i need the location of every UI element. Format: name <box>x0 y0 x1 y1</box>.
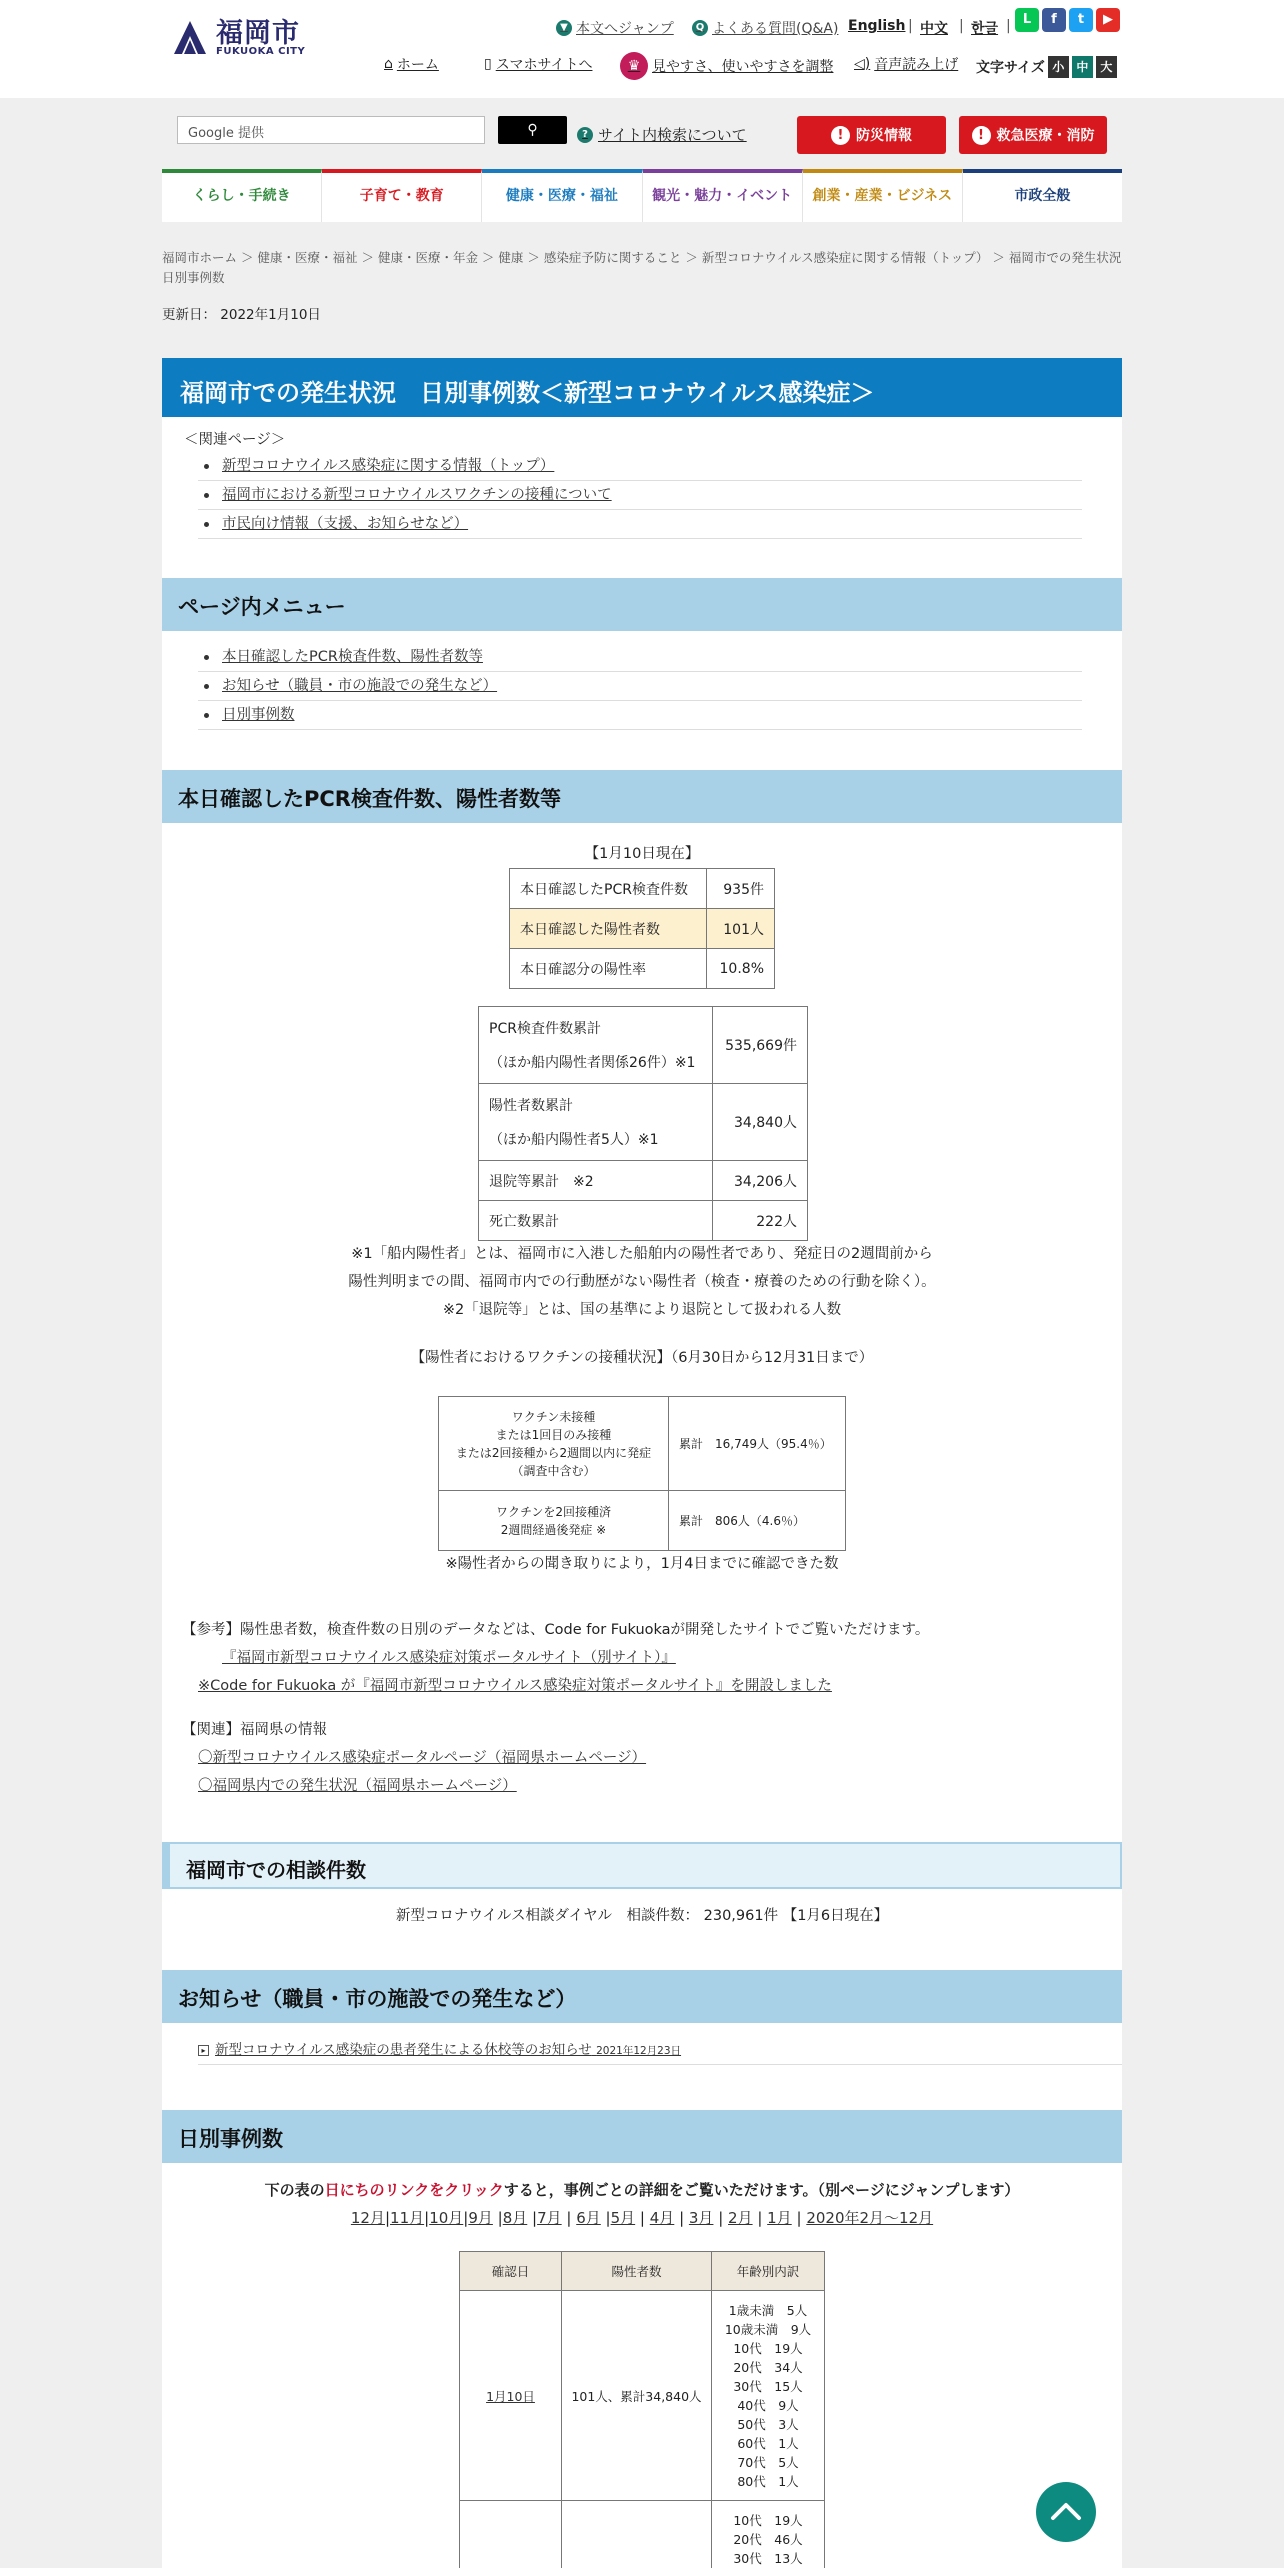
table-row: 本日確認した陽性者数 101人 <box>510 909 775 949</box>
smartphone-icon: ▯ <box>484 56 492 72</box>
voice-link[interactable]: ◁) 音声読み上げ <box>854 56 959 73</box>
logo-text-en: FUKUOKA CITY <box>216 45 306 57</box>
sns-links <box>1015 8 1120 32</box>
question-icon: ? <box>577 127 593 143</box>
site-logo[interactable] <box>170 18 305 58</box>
table-row: ワクチンを2回接種済 2週間経過後発症 ※ 累計 806人（4.6％） <box>439 1491 846 1551</box>
list-item <box>198 510 1082 539</box>
lang-english[interactable]: English <box>848 18 906 34</box>
breadcrumb-item[interactable]: 健康 <box>498 250 524 265</box>
related-link[interactable]: 市民向け情報（支援、お知らせなど） <box>222 516 469 532</box>
section-heading-today: 本日確認したPCR検査件数、陽性者数等 <box>162 770 1122 823</box>
portal-link[interactable]: 『福岡市新型コロナウイルス感染症対策ポータルサイト（別サイト）』 <box>222 1650 676 1666</box>
gnav-life[interactable]: くらし・手続き <box>162 169 322 222</box>
global-nav <box>162 169 1122 222</box>
section-heading-daily: 日別事例数 <box>162 2110 1122 2163</box>
line-icon[interactable]: L <box>1015 8 1039 32</box>
menu-link[interactable]: 日別事例数 <box>222 707 295 723</box>
month-link[interactable]: 11月 <box>390 2209 425 2227</box>
table-row: ワクチン未接種 または1回目のみ接種 または2回接種から2週間以内に発症 （調査中含む） 累計 16,749人（95.4％） <box>439 1397 846 1491</box>
font-size-control <box>976 56 1117 78</box>
gnav-business[interactable]: 創業・産業・ビジネス <box>803 169 963 222</box>
main-utility-nav <box>384 52 964 82</box>
notice-item <box>198 2035 1122 2065</box>
divider: | <box>959 18 964 34</box>
month-link[interactable]: 8月 <box>502 2209 528 2227</box>
month-links: 12月|11月|10月|9月 |8月 |7月 | 6月 |5月 | 4月 | 3月 | 2月 | 1月 | 2020年2月～12月 <box>350 2209 934 2227</box>
month-link[interactable]: 2020年2月～12月 <box>806 2209 934 2227</box>
totals-table <box>478 1006 808 1241</box>
city-emblem-icon <box>170 18 210 58</box>
list-item <box>198 643 1082 672</box>
daily-intro: 下の表の日にちのリンクをクリックすると，事例ごとの詳細をご覧いただけます。（別ページにジャンプします） <box>264 2181 1020 2199</box>
table-row: 1月10日 101人、累計34,840人 1歳未満 5人 10歳未満 9人 10代 19人 20代 34人 30代 15人 40代 9人 50代 3人 60代 1人 70代 5人 80代 1人 <box>460 2291 825 2501</box>
code-for-fukuoka-link[interactable]: ※Code for Fukuoka が『福岡市新型コロナウイルス感染症対策ポータルサイト』を開設しました <box>198 1678 832 1694</box>
search-icon: ⚲ <box>527 122 538 138</box>
updated-date: 更新日： 2022年1月10日 <box>162 307 321 323</box>
page-menu-list <box>198 643 1082 730</box>
divider: | <box>1006 18 1011 34</box>
faq-link[interactable]: Q よくある質問(Q&A) <box>692 18 838 38</box>
month-link[interactable]: 2月 <box>728 2209 753 2227</box>
accessibility-icon: ♛ <box>620 52 648 80</box>
breadcrumb-item[interactable]: 健康・医療・福祉 <box>257 250 358 265</box>
arrow-box-icon: ▸ <box>198 2045 209 2056</box>
prefecture-portal-link[interactable]: 〇新型コロナウイルス感染症ポータルページ（福岡県ホームページ） <box>198 1750 647 1766</box>
alert-icon: ! <box>972 126 991 145</box>
table-row: 本日確認したPCR検査件数 935件 <box>510 869 775 909</box>
month-link[interactable]: 9月 <box>468 2209 493 2227</box>
month-link[interactable]: 6月 <box>576 2209 601 2227</box>
prefecture-block: 【関連】福岡県の情報 〇新型コロナウイルス感染症ポータルページ（福岡県ホームページ） 〇福岡県内での発生状況（福岡県ホームページ） <box>182 1722 647 1794</box>
divider: | <box>908 18 913 34</box>
vaccine-table <box>438 1396 846 1551</box>
gnav-health[interactable]: 健康・医療・福祉 <box>482 169 642 222</box>
list-item <box>198 701 1082 730</box>
month-link[interactable]: 5月 <box>610 2209 636 2227</box>
date-label: 【1月10日現在】 <box>584 846 700 862</box>
list-item <box>198 481 1082 510</box>
search-input[interactable]: Google 提供 <box>177 116 485 144</box>
notice-link[interactable]: 新型コロナウイルス感染症の患者発生による休校等のお知らせ 2021年12月23日 <box>215 2042 682 2058</box>
facebook-icon[interactable]: f <box>1042 8 1066 32</box>
emergency-medical-button[interactable]: ! 救急医療・消防 <box>959 116 1107 154</box>
skip-link[interactable]: ▼ 本文へジャンプ <box>556 18 674 38</box>
search-button[interactable] <box>498 116 567 144</box>
mobile-link[interactable]: ▯ スマホサイトへ <box>484 56 593 73</box>
related-link[interactable]: 福岡市における新型コロナウイルスワクチンの接種について <box>222 487 612 503</box>
chevron-up-icon <box>1036 2482 1096 2542</box>
breadcrumb-current: 福岡市での発生状況 日別事例数 <box>162 250 1122 285</box>
related-list <box>198 452 1082 539</box>
vaccine-title: 【陽性者におけるワクチンの接種状況】（6月30日から12月31日まで） <box>410 1350 874 1366</box>
lang-chinese[interactable]: 中文 <box>920 21 948 37</box>
main-content <box>162 358 1122 2568</box>
site-header <box>0 0 1284 98</box>
daily-table <box>459 2251 825 2568</box>
font-size-large[interactable]: 大 <box>1096 56 1117 78</box>
youtube-icon[interactable]: ▶ <box>1096 8 1120 32</box>
month-link[interactable]: 1月 <box>767 2209 792 2227</box>
section-heading-notice: お知らせ（職員・市の施設での発生など） <box>162 1970 1122 2023</box>
breadcrumb-item[interactable]: 福岡市ホーム <box>162 250 238 265</box>
breadcrumb-item[interactable]: 感染症予防に関すること <box>543 250 682 265</box>
month-link[interactable]: 7月 <box>537 2209 562 2227</box>
twitter-icon[interactable]: t <box>1069 8 1093 32</box>
month-link[interactable]: 12月 <box>350 2209 385 2227</box>
list-item <box>198 672 1082 701</box>
home-link[interactable]: ⌂ ホーム <box>384 56 439 73</box>
gnav-children[interactable]: 子育て・教育 <box>322 169 482 222</box>
breadcrumb-item[interactable]: 健康・医療・年金 <box>377 250 478 265</box>
logo-text: 福岡市 <box>216 17 300 49</box>
today-table <box>509 868 775 989</box>
section-heading-menu: ページ内メニュー <box>162 578 1122 631</box>
related-link[interactable]: 新型コロナウイルス感染症に関する情報（トップ） <box>222 458 555 474</box>
font-size-small[interactable]: 小 <box>1048 56 1069 78</box>
speaker-icon: ◁) <box>854 56 871 72</box>
alert-icon: ! <box>831 126 850 145</box>
month-link[interactable]: 10月 <box>429 2209 464 2227</box>
table-row: 陽性者数累計 （ほか船内陽性者5人）※1 34,840人 <box>479 1084 808 1161</box>
table-row: PCR検査件数累計 （ほか船内陽性者関係26件）※1 535,669件 <box>479 1007 808 1084</box>
font-size-label: 文字サイズ <box>976 60 1045 76</box>
chevron-down-icon: ▼ <box>556 20 572 36</box>
home-icon: ⌂ <box>384 56 393 72</box>
menu-link[interactable]: 本日確認したPCR検査件数、陽性者数等 <box>222 649 483 665</box>
month-link[interactable]: 4月 <box>649 2209 675 2227</box>
lang-korean[interactable]: 한글 <box>971 21 999 37</box>
menu-link[interactable]: お知らせ（職員・市の施設での発生など） <box>222 678 498 694</box>
gnav-government[interactable]: 市政全般 <box>963 169 1122 222</box>
section-heading-consult: 福岡市での相談件数 <box>162 1842 1122 1889</box>
accessibility-link[interactable]: ♛ 見やすさ、使いやすさを調整 <box>620 52 833 80</box>
page-top-button[interactable] <box>1036 2482 1096 2542</box>
related-label: ＜関連ページ＞ <box>184 432 286 448</box>
table-row: 退院等累計 ※2 34,206人 <box>479 1161 808 1201</box>
table-row: 10代 19人 20代 46人 30代 13人 <box>460 2501 825 2568</box>
font-size-medium[interactable]: 中 <box>1072 56 1093 78</box>
list-item <box>198 452 1082 481</box>
breadcrumb-item[interactable]: 新型コロナウイルス感染症に関する情報（トップ） <box>701 250 989 265</box>
gnav-tourism[interactable]: 観光・魅力・イベント <box>643 169 803 222</box>
vaccine-note: ※陽性者からの聞き取りにより，1月4日までに確認できた数 <box>445 1556 839 1572</box>
prefecture-status-link[interactable]: 〇福岡県内での発生状況（福岡県ホームページ） <box>198 1778 517 1794</box>
breadcrumb: 福岡市ホーム ＞ 健康・医療・福祉 ＞ 健康・医療・年金 ＞ 健康 ＞ 感染症予防に関すること ＞ 新型コロナウイルス感染症に関する情報（トップ） ＞ 福岡市での発生状況 日別事例数 <box>162 250 1122 285</box>
footnotes: ※1「船内陽性者」とは、福岡市に入港した船舶内の陽性者であり、発症日の2週間前から 陽性判明までの間、福岡市内での行動歴がない陽性者（検査・療養のための行動を除く）。 ※2「退院等」とは、国の基準により退院として扱われる人数 <box>348 1246 936 1318</box>
reference-block: 【参考】陽性患者数，検査件数の日別のデータなどは、Code for Fukuokaが開発したサイトでご覧いただけます。 『福岡市新型コロナウイルス感染症対策ポータルサイト（別サイト）』 ※Code for Fukuoka が『福岡市新型コロナウイルス感染症対策ポータルサイト』を開設しました <box>182 1622 930 1694</box>
site-search-help-link[interactable]: ? サイト内検索について <box>577 124 747 145</box>
table-header-row: 確認日 陽性者数 年齢別内訳 <box>460 2252 825 2291</box>
consult-count: 新型コロナウイルス相談ダイヤル 相談件数： 230,961件 【1月6日現在】 <box>395 1908 889 1924</box>
table-row: 死亡数累計 222人 <box>479 1201 808 1241</box>
table-row: 本日確認分の陽性率 10.8% <box>510 949 775 989</box>
question-icon: Q <box>692 20 708 36</box>
disaster-info-button[interactable]: ! 防災情報 <box>797 116 946 154</box>
page-title: 福岡市での発生状況 日別事例数＜新型コロナウイルス感染症＞ <box>162 358 1122 417</box>
date-link[interactable]: 1月10日 <box>486 2388 535 2404</box>
month-link[interactable]: 3月 <box>688 2209 714 2227</box>
